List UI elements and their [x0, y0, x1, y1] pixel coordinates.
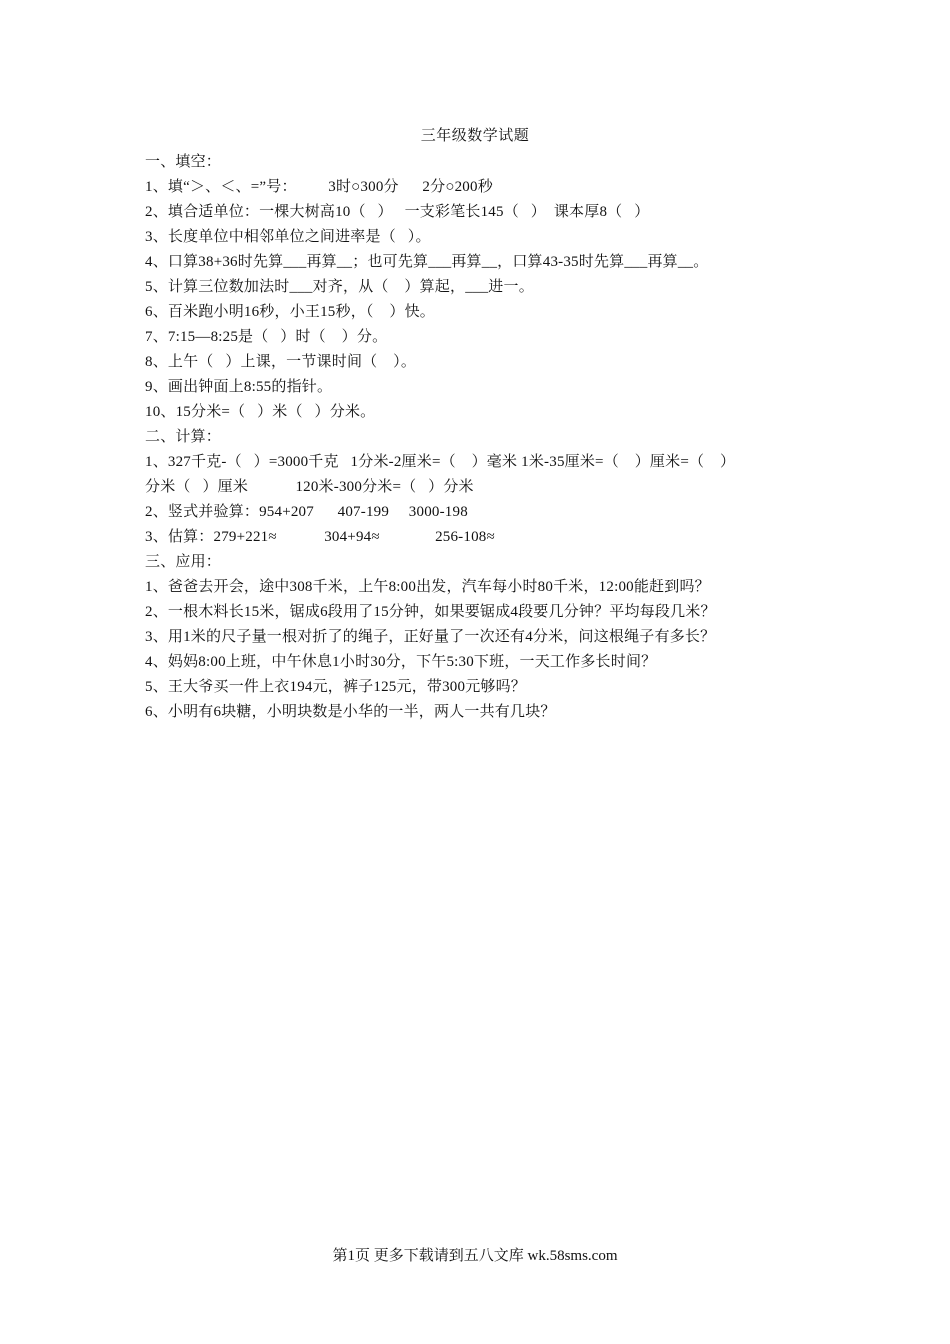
question-line: 4、口算38+36时先算___再算__；也可先算___再算__，口算43-35时先算___再算__。: [145, 254, 709, 270]
section-heading-calculation: 二、计算：: [145, 429, 222, 445]
question-line: 3、长度单位中相邻单位之间进率是（ ）。: [145, 229, 431, 245]
question-line: 1、填“＞、＜、=”号： 3时○300分 2分○200秒: [145, 179, 493, 195]
question-line: 3、估算：279+221≈ 304+94≈ 256-108≈: [145, 529, 495, 545]
question-line: 2、一根木料长15米，锯成6段用了15分钟，如果要锯成4段要几分钟？平均每段几米？: [145, 604, 716, 620]
question-line: 9、画出钟面上8:55的指针。: [145, 379, 333, 395]
question-line: 5、王大爷买一件上衣194元，裤子125元，带300元够吗？: [145, 679, 527, 695]
question-line-continued: 分米（ ）厘米 120米-300分米=（ ）分米: [145, 479, 474, 495]
page-footer: 第1页 更多下载请到五八文库 wk.58sms.com: [332, 1248, 618, 1264]
question-line: 4、妈妈8:00上班，中午休息1小时30分，下午5:30下班，一天工作多长时间？: [145, 654, 657, 670]
question-line: 2、填合适单位：一棵大树高10（ ） 一支彩笔长145（ ） 课本厚8（ ）: [145, 204, 650, 220]
question-line: 10、15分米=（ ）米（ ）分米。: [145, 404, 376, 420]
document-title: 三年级数学试题: [420, 128, 530, 144]
question-line: 6、百米跑小明16秒，小王15秒，（ ）快。: [145, 304, 436, 320]
question-line: 1、爸爸去开会，途中308千米，上午8:00出发，汽车每小时80千米，12:00能赶到吗？: [145, 579, 710, 595]
question-line: 1、327千克-（ ）=3000千克 1分米-2厘米=（ ）毫米 1米-35厘米=（ ）厘米=（ ）: [145, 454, 736, 470]
question-line: 5、计算三位数加法时___对齐，从（ ）算起，___进一。: [145, 279, 534, 295]
question-line: 2、竖式并验算：954+207 407-199 3000-198: [145, 504, 468, 520]
question-line: 6、小明有6块糖，小明块数是小华的一半，两人一共有几块？: [145, 704, 556, 720]
question-line: 3、用1米的尺子量一根对折了的绳子，正好量了一次还有4分米，问这根绳子有多长？: [145, 629, 716, 645]
question-line: 8、上午（ ）上课，一节课时间（ ）。: [145, 354, 417, 370]
question-line: 7、7:15—8:25是（ ）时（ ）分。: [145, 329, 388, 345]
section-heading-fill-blank: 一、填空：: [145, 154, 222, 170]
document-body: [145, 150, 815, 725]
section-heading-application: 三、应用：: [145, 554, 222, 570]
